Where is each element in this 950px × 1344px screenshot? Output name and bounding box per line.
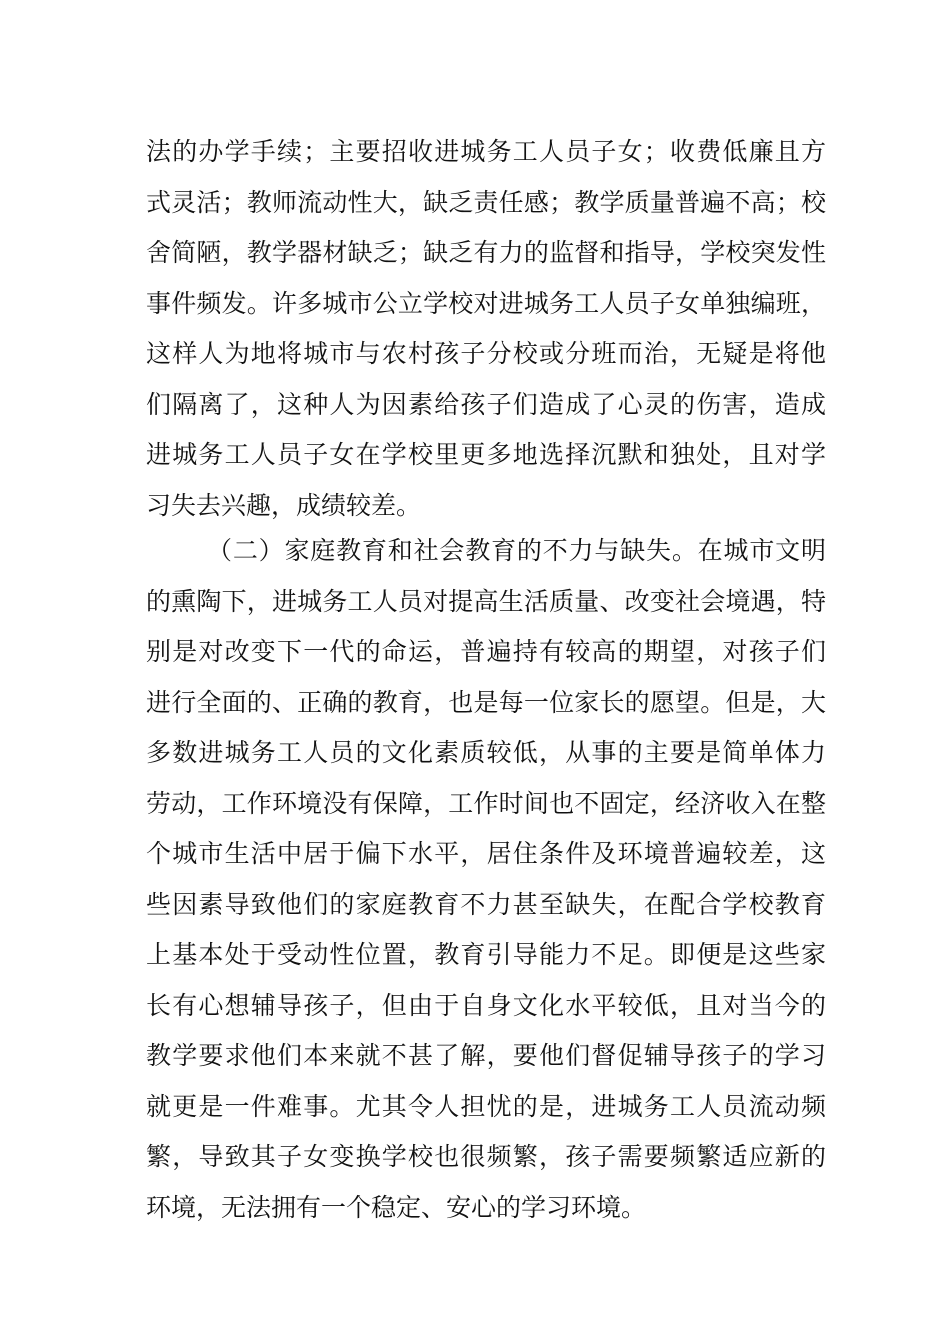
text-line: 上基本处于受动性位置，教育引导能力不足。即便是这些家 [146,940,826,969]
text-line: 劳动，工作环境没有保障，工作时间也不固定，经济收入在整 [146,788,826,818]
paragraph-section-two [146,526,826,1233]
paragraph-continuation [146,127,826,531]
text-line: 进城务工人员子女在学校里更多地选择沉默和独处，且对学 [146,440,826,469]
text-line: 的熏陶下，进城务工人员对提高生活质量、改变社会境遇，特 [146,586,826,616]
text-line: 这样人为地将城市与农村孩子分校或分班而治，无疑是将他 [146,339,826,368]
text-line: 别是对改变下一代的命运，普遍持有较高的期望，对孩子们 [146,637,826,666]
text-line-last: 环境，无法拥有一个稳定、安心的学习环境。 [146,1192,647,1222]
text-line: 事件频发。许多城市公立学校对进城务工人员子女单独编班， [146,288,826,318]
text-line: 们隔离了，这种人为因素给孩子们造成了心灵的伤害，造成 [146,389,826,419]
text-line: 长有心想辅导孩子，但由于自身文化水平较低，且对当今的 [146,990,826,1020]
text-line: 多数进城务工人员的文化素质较低，从事的主要是简单体力 [146,738,826,767]
text-line: 些因素导致他们的家庭教育不力甚至缺失，在配合学校教育 [146,889,826,919]
text-line-last: 习失去兴趣，成绩较差。 [146,490,422,520]
text-line: 个城市生活中居于偏下水平，居住条件及环境普遍较差，这 [146,839,826,868]
text-line: 舍简陋，教学器材缺乏；缺乏有力的监督和指导，学校突发性 [146,238,826,267]
text-line: 教学要求他们本来就不甚了解，要他们督促辅导孩子的学习 [146,1041,826,1070]
text-line: 式灵活；教师流动性大，缺乏责任感；教学质量普遍不高；校 [146,187,826,217]
text-line: 进行全面的、正确的教育，也是每一位家长的愿望。但是，大 [146,687,826,717]
text-line: 就更是一件难事。尤其令人担忧的是，进城务工人员流动频 [146,1091,826,1121]
text-line: 法的办学手续；主要招收进城务工人员子女；收费低廉且方 [146,137,826,166]
text-line: 繁，导致其子女变换学校也很频繁，孩子需要频繁适应新的 [146,1142,826,1171]
text-line-first: （二）家庭教育和社会教育的不力与缺失。在城市文明 [207,536,826,565]
